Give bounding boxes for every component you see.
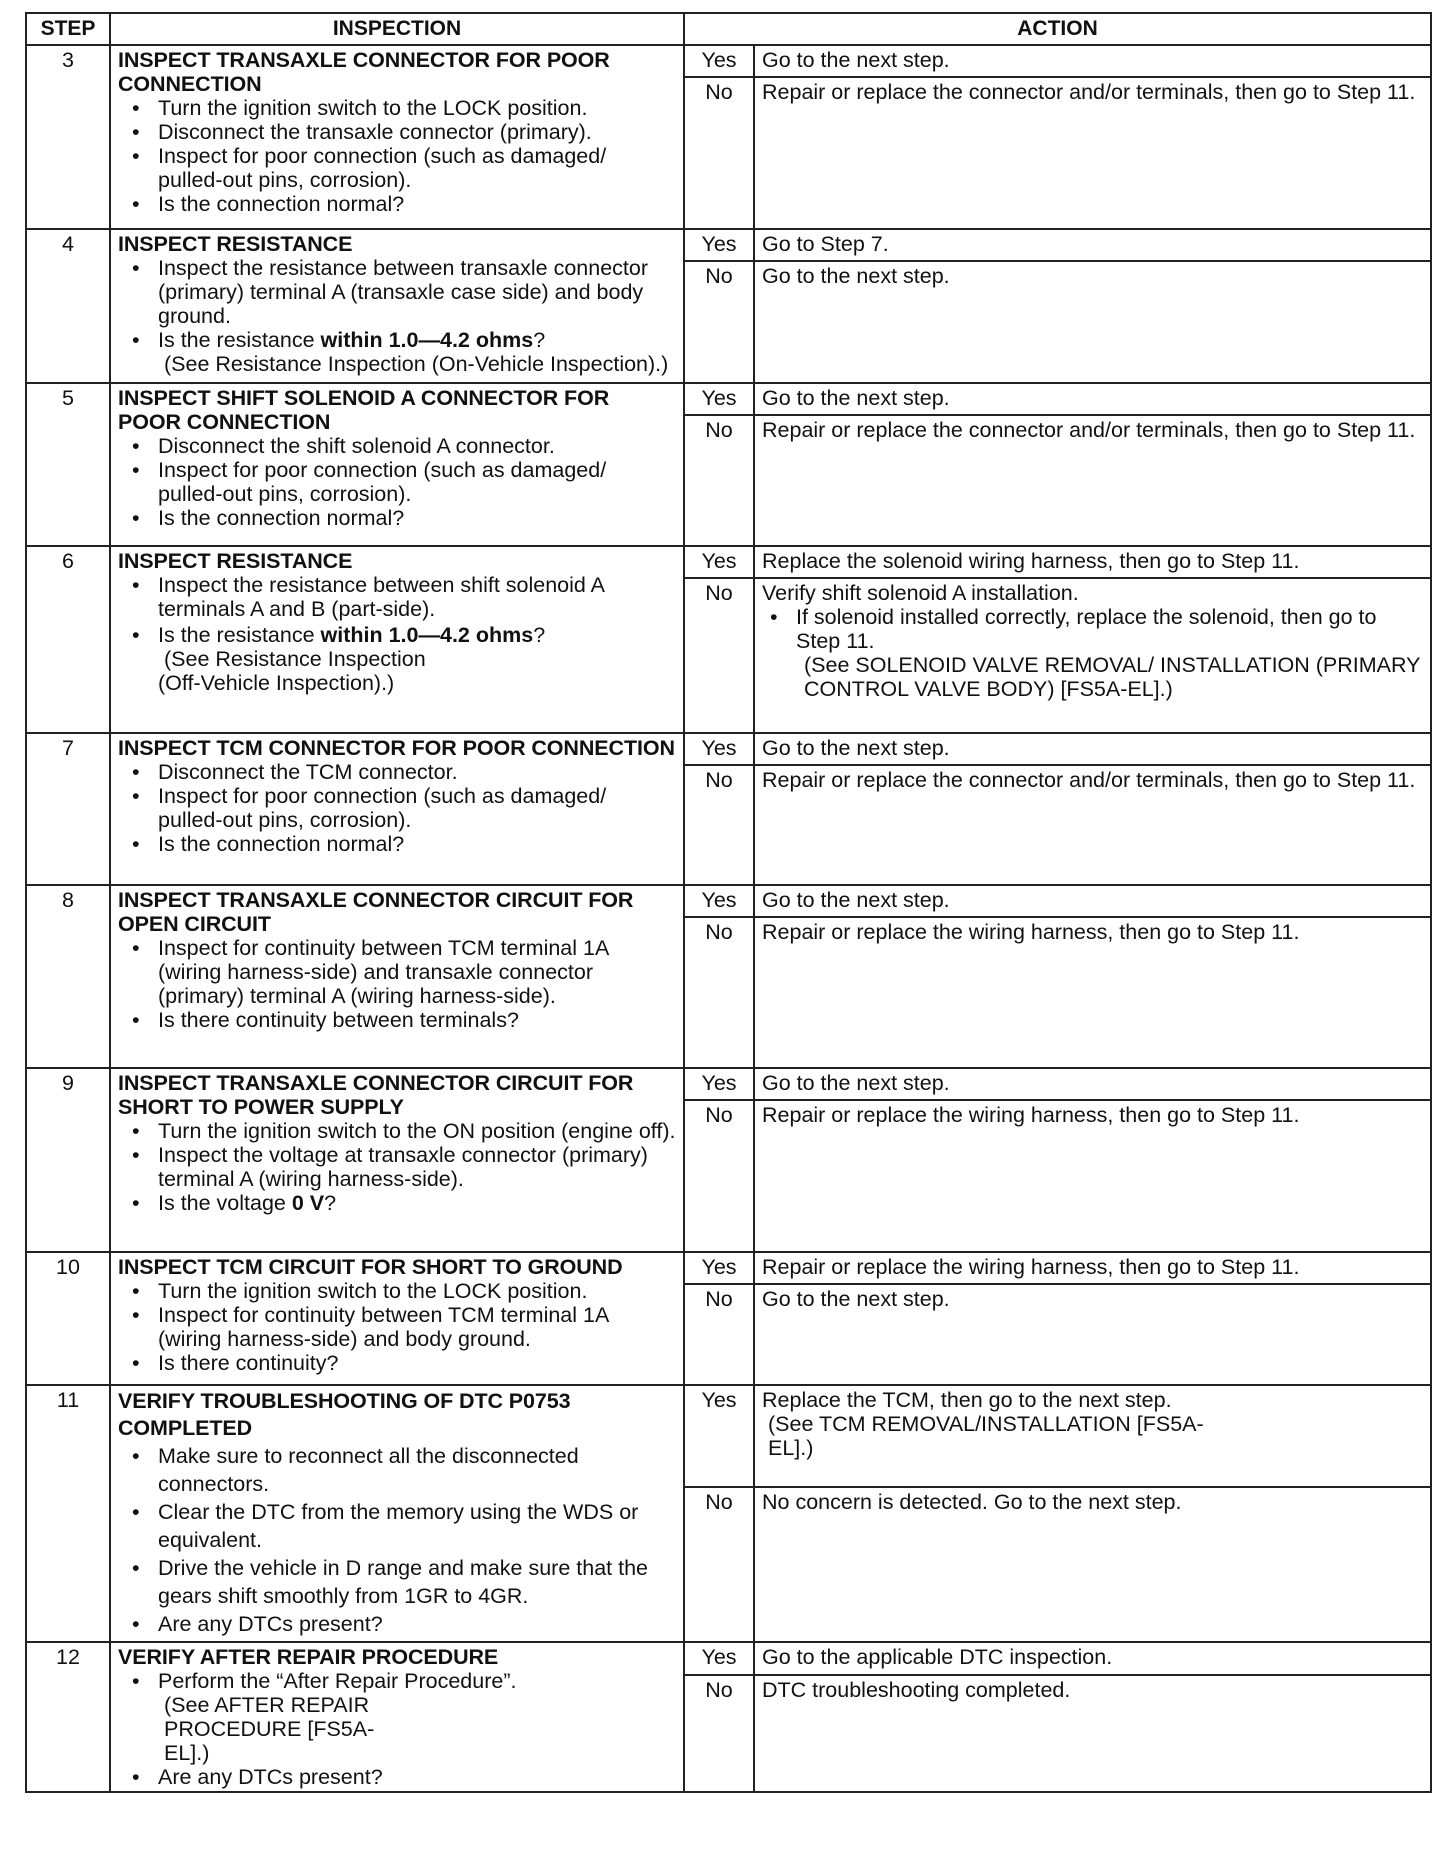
no-label: No [684, 415, 754, 546]
no-label: No [684, 261, 754, 383]
list-item: • Inspect for poor connection (such as damaged/ pulled-out pins, corrosion). [158, 784, 676, 832]
reference-note: (See SOLENOID VALVE REMOVAL/ INSTALLATION (PRIMARY CONTROL VALVE BODY) [FS5A-EL].) [804, 652, 1421, 701]
question-mark: ? [533, 622, 546, 647]
spec-value: within 1.0—4.2 ohms [320, 622, 534, 647]
no-label: No [684, 578, 754, 733]
list-item [158, 1191, 676, 1215]
yes-action: Replace the solenoid wiring harness, then go to Step 11. [754, 546, 1431, 578]
table-row [26, 1385, 1431, 1488]
yes-label: Yes [684, 1385, 754, 1488]
action-bullet: If solenoid installed correctly, replace the solenoid, then go to Step 11. [796, 604, 1377, 653]
table-row [26, 885, 1431, 917]
reference-note: (See Resistance Inspection [164, 646, 426, 671]
list-item: • Disconnect the TCM connector. [158, 760, 676, 784]
inspection-list [118, 573, 676, 695]
step-number: 12 [26, 1642, 110, 1792]
inspection-cell [110, 733, 684, 885]
question-text: Is the voltage [158, 1190, 292, 1215]
list-item: • Inspect the voltage at transaxle connector (primary) terminal A (wiring harness-side). [158, 1143, 676, 1191]
yes-label: Yes [684, 229, 754, 261]
list-item: • Is there continuity between terminals? [158, 1008, 676, 1032]
list-item: • Inspect for continuity between TCM terminal 1A (wiring harness-side) and transaxle connector (primary) terminal A (wiring harness-side). [158, 936, 676, 1008]
reference-note: (See Resistance Inspection (On-Vehicle Inspection).) [164, 351, 669, 376]
list-item: • Inspect for poor connection (such as damaged/ pulled-out pins, corrosion). [158, 458, 676, 506]
inspection-title: VERIFY TROUBLESHOOTING OF DTC P0753 COMPLETED [118, 1388, 571, 1441]
no-label: No [684, 1675, 754, 1793]
list-item: • Turn the ignition switch to the LOCK position. [158, 96, 676, 120]
inspection-title: INSPECT TRANSAXLE CONNECTOR FOR POOR CONNECTION [118, 47, 610, 96]
list-item: • Inspect the resistance between shift solenoid A terminals A and B (part-side). [158, 573, 676, 621]
inspection-list [118, 1279, 676, 1375]
reference-note: (See AFTER REPAIR PROCEDURE [FS5A-EL].) [164, 1693, 375, 1766]
list-item: • Is there continuity? [158, 1351, 676, 1375]
yes-label: Yes [684, 885, 754, 917]
table-row [26, 733, 1431, 765]
no-label: No [684, 917, 754, 1068]
question-mark: ? [324, 1190, 337, 1215]
yes-label: Yes [684, 1068, 754, 1100]
yes-label: Yes [684, 1642, 754, 1675]
list-item: • Turn the ignition switch to the LOCK position. [158, 1279, 676, 1303]
table-row [26, 1068, 1431, 1100]
question-text: Is the resistance [158, 327, 321, 352]
list-item: • Disconnect the shift solenoid A connector. [158, 434, 676, 458]
table-row [26, 229, 1431, 261]
inspection-cell [110, 885, 684, 1068]
table-row [26, 45, 1431, 77]
yes-action: Go to the applicable DTC inspection. [754, 1642, 1431, 1675]
no-action: Repair or replace the wiring harness, then go to Step 11. [754, 1100, 1431, 1252]
yes-action: Repair or replace the wiring harness, then go to Step 11. [754, 1252, 1431, 1284]
inspection-cell [110, 1642, 684, 1792]
header-step: STEP [26, 13, 110, 45]
inspection-cell [110, 1252, 684, 1385]
step-number: 8 [26, 885, 110, 1068]
list-item [158, 1669, 676, 1765]
spec-value: 0 V [291, 1190, 325, 1215]
no-action: Repair or replace the connector and/or terminals, then go to Step 11. [754, 77, 1431, 229]
list-item: • Is the connection normal? [158, 506, 676, 530]
no-label: No [684, 77, 754, 229]
list-item [158, 623, 676, 695]
reference-note: (See TCM REMOVAL/INSTALLATION [FS5A-EL].) [768, 1411, 1204, 1460]
question-mark: ? [533, 327, 546, 352]
inspection-cell [110, 45, 684, 229]
procedure-page [25, 12, 1430, 1793]
no-action: Repair or replace the wiring harness, then go to Step 11. [754, 917, 1431, 1068]
no-action: DTC troubleshooting completed. [754, 1675, 1431, 1793]
inspection-cell [110, 1385, 684, 1642]
header-inspection: INSPECTION [110, 13, 684, 45]
step-number: 10 [26, 1252, 110, 1385]
inspection-list [118, 96, 676, 216]
step-number: 5 [26, 383, 110, 546]
troubleshooting-table [25, 12, 1432, 1793]
inspection-title: INSPECT RESISTANCE [118, 231, 353, 256]
list-item: • Inspect the resistance between transaxle connector (primary) terminal A (transaxle case side) and body ground. [158, 256, 676, 328]
list-item [158, 328, 676, 376]
inspection-list [118, 1669, 676, 1789]
list-item: • Is the connection normal? [158, 832, 676, 856]
inspection-list [118, 1119, 676, 1215]
inspection-cell [110, 1068, 684, 1252]
spec-value: within 1.0—4.2 ohms [320, 327, 534, 352]
step-number: 7 [26, 733, 110, 885]
step-number: 11 [26, 1385, 110, 1642]
yes-label: Yes [684, 1252, 754, 1284]
list-item: • Turn the ignition switch to the ON position (engine off). [158, 1119, 676, 1143]
no-action: No concern is detected. Go to the next step. [754, 1487, 1431, 1642]
inspection-list [118, 760, 676, 856]
table-header-row [26, 13, 1431, 45]
inspection-list [118, 434, 676, 530]
no-label: No [684, 1100, 754, 1252]
yes-label: Yes [684, 546, 754, 578]
step-number: 3 [26, 45, 110, 229]
inspection-cell [110, 229, 684, 383]
table-row [26, 1642, 1431, 1675]
yes-action: Go to the next step. [754, 885, 1431, 917]
list-item: • Make sure to reconnect all the disconnected connectors. [158, 1443, 676, 1499]
step-number: 6 [26, 546, 110, 733]
no-action: Repair or replace the connector and/or terminals, then go to Step 11. [754, 765, 1431, 885]
inspection-cell [110, 383, 684, 546]
step-number: 9 [26, 1068, 110, 1252]
table-row [26, 383, 1431, 415]
inspection-title: VERIFY AFTER REPAIR PROCEDURE [118, 1644, 499, 1669]
list-item [796, 605, 1423, 701]
list-item-text: Perform the “After Repair Procedure”. [158, 1669, 517, 1694]
list-item: • Are any DTCs present? [158, 1765, 676, 1789]
no-label: No [684, 765, 754, 885]
inspection-cell [110, 546, 684, 733]
table-row [26, 1252, 1431, 1284]
inspection-title: INSPECT RESISTANCE [118, 548, 353, 573]
yes-label: Yes [684, 733, 754, 765]
inspection-list [118, 1443, 676, 1639]
no-action: Go to the next step. [754, 1284, 1431, 1385]
reference-note: (Off-Vehicle Inspection).) [158, 670, 395, 695]
no-label: No [684, 1487, 754, 1642]
list-item: • Inspect for continuity between TCM terminal 1A (wiring harness-side) and body ground. [158, 1303, 676, 1351]
question-text: Is the resistance [158, 622, 321, 647]
inspection-list [118, 936, 676, 1032]
yes-action: Go to the next step. [754, 45, 1431, 77]
inspection-title: INSPECT TCM CIRCUIT FOR SHORT TO GROUND [118, 1254, 623, 1279]
yes-action-cell [754, 1385, 1431, 1488]
no-action-cell [754, 578, 1431, 733]
yes-label: Yes [684, 45, 754, 77]
no-action: Verify shift solenoid A installation. [762, 580, 1079, 605]
yes-label: Yes [684, 383, 754, 415]
list-item: • Disconnect the transaxle connector (primary). [158, 120, 676, 144]
list-item: • Is the connection normal? [158, 192, 676, 216]
yes-action: Go to Step 7. [754, 229, 1431, 261]
no-action: Go to the next step. [754, 261, 1431, 383]
list-item: • Drive the vehicle in D range and make sure that the gears shift smoothly from 1GR to 4GR. [158, 1555, 676, 1611]
yes-action: Go to the next step. [754, 733, 1431, 765]
step-number: 4 [26, 229, 110, 383]
yes-action: Go to the next step. [754, 1068, 1431, 1100]
inspection-title: INSPECT SHIFT SOLENOID A CONNECTOR FOR POOR CONNECTION [118, 385, 610, 434]
list-item: • Inspect for poor connection (such as damaged/ pulled-out pins, corrosion). [158, 144, 676, 192]
list-item: • Are any DTCs present? [158, 1611, 676, 1639]
no-label: No [684, 1284, 754, 1385]
list-item: • Clear the DTC from the memory using the WDS or equivalent. [158, 1499, 676, 1555]
yes-action: Go to the next step. [754, 383, 1431, 415]
header-action: ACTION [684, 13, 1431, 45]
action-list [762, 605, 1423, 701]
inspection-title: INSPECT TRANSAXLE CONNECTOR CIRCUIT FOR OPEN CIRCUIT [118, 887, 634, 936]
inspection-title: INSPECT TRANSAXLE CONNECTOR CIRCUIT FOR SHORT TO POWER SUPPLY [118, 1070, 634, 1119]
inspection-list [118, 256, 676, 376]
inspection-title: INSPECT TCM CONNECTOR FOR POOR CONNECTION [118, 735, 675, 760]
table-row [26, 546, 1431, 578]
no-action: Repair or replace the connector and/or terminals, then go to Step 11. [754, 415, 1431, 546]
yes-action: Replace the TCM, then go to the next step. [762, 1387, 1172, 1412]
